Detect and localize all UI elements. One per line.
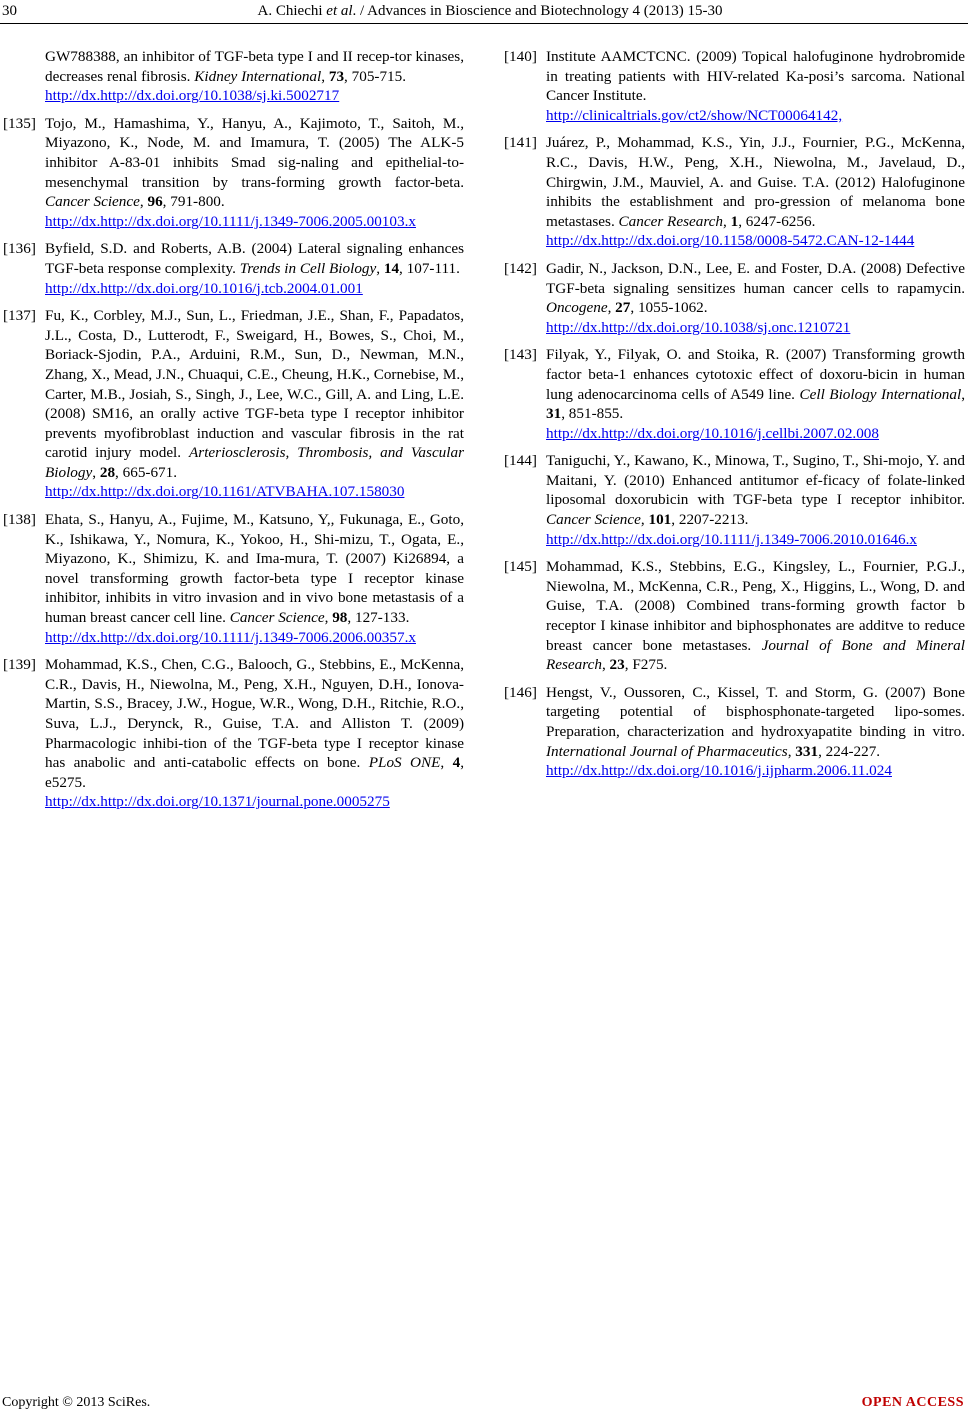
reference-text — [546, 48, 965, 104]
reference-number: [144] — [504, 452, 537, 470]
reference-pages: , 107-111. — [399, 259, 460, 277]
reference-text — [45, 115, 464, 210]
reference-text — [45, 240, 464, 277]
reference-doi-link[interactable]: http://dx.http://dx.doi.org/10.1016/j.ijpharm.2006.11.024 — [546, 762, 892, 780]
reference-entry — [504, 133, 965, 251]
reference-pages: , 224-227. — [818, 742, 881, 760]
reference-citation: Institute AAMCTCNC. (2009) Topical halofuginone hydrobromide in treating patients with HIV-related Ka-posi’s sarcoma. National Cancer Institute. — [546, 48, 965, 105]
reference-doi-link[interactable]: http://dx.http://dx.doi.org/10.1111/j.1349-7006.2010.01646.x — [546, 530, 917, 548]
reference-volume: 331 — [795, 742, 819, 760]
reference-number: [135] — [3, 114, 36, 132]
reference-pages: , F275. — [624, 656, 668, 674]
reference-volume: 101 — [648, 511, 672, 529]
reference-pages: , 2207-2213. — [671, 511, 749, 529]
right-column — [504, 47, 965, 789]
reference-journal: Cancer Science — [229, 609, 325, 627]
reference-number: [142] — [504, 259, 537, 277]
running-title — [120, 2, 860, 20]
reference-journal: Kidney International — [194, 67, 322, 85]
reference-citation: Taniguchi, Y., Kawano, K., Minowa, T., Sugino, T., Shi-mojo, Y. and Maitani, Y. (2010) Enhanced antitumor ef-ficacy of folate-linked liposomal doxorubicin with TGF-beta type I receptor inhibitor. — [546, 452, 965, 509]
reference-number: [139] — [3, 656, 36, 674]
reference-entry — [504, 259, 965, 337]
reference-separator: , — [324, 609, 333, 627]
reference-volume: 28 — [99, 463, 116, 481]
reference-number: [140] — [504, 48, 537, 65]
reference-journal: PLoS ONE — [368, 754, 441, 772]
running-title-journal: . / Advances in Bioscience and Biotechnology 4 (2013) 15-30 — [352, 3, 723, 19]
reference-journal: Oncogene — [546, 299, 608, 317]
reference-entry — [504, 47, 965, 125]
reference-journal: Cell Biology International — [799, 385, 962, 403]
reference-doi-link[interactable]: http://dx.http://dx.doi.org/10.1038/sj.onc.1210721 — [546, 318, 851, 336]
reference-separator: , — [321, 67, 329, 85]
reference-citation: Mohammad, K.S., Chen, C.G., Balooch, G., Stebbins, E., McKenna, C.R., Davis, H., Niewolna, M., Peng, X.H., Nguyen, D.H., Ionova-Martin, S.S., Bracey, J.W., Hogue, W.R., Wong, D.H., Ritchie, R.O., Suva, L.J., Derynck, R., Guise, T.A. and Alliston T. (2009) Pharmacologic inhibi-tion of the TGF-beta type I receptor kinase has anabolic and anti-catabolic effects on bone. — [45, 656, 464, 772]
reference-journal: Cancer Science — [45, 193, 140, 211]
reference-pages: , 127-133. — [347, 609, 410, 627]
reference-journal: Arteriosclerosis, Thrombosis, and Vascular Biology — [45, 444, 464, 481]
reference-journal: International Journal of Pharmaceutics — [546, 742, 788, 760]
reference-pages: , 851-855. — [561, 405, 624, 423]
header-rule — [0, 23, 968, 24]
reference-doi-link[interactable]: http://dx.http://dx.doi.org/10.1158/0008-5472.CAN-12-1444 — [546, 232, 915, 250]
reference-entry — [504, 557, 965, 675]
open-access-badge: OPEN ACCESS — [861, 1395, 964, 1410]
reference-entry — [3, 114, 464, 232]
reference-text — [45, 48, 464, 85]
left-column — [3, 47, 464, 820]
reference-volume: 73 — [328, 67, 345, 85]
reference-entry — [3, 306, 464, 502]
reference-entry — [3, 510, 464, 647]
reference-separator: , — [640, 511, 649, 529]
reference-citation: Mohammad, K.S., Stebbins, E.G., Kingsley, L., Fournier, P.G.J., Niewolna, M., McKenna, C.R., Peng, X., Higgins, L., Wong, D. and Guise, T.A. (2008) Combined trans-forming growth factor b receptor I kinase inhibitor and biphosphonates are additve to reduce breast cancer bone metastases. — [546, 558, 965, 654]
reference-volume: 1 — [730, 212, 739, 230]
reference-citation: Fu, K., Corbley, M.J., Sun, L., Friedman, J.E., Shan, F., Papadatos, J.L., Costa, D., Lutterodt, F., Sweigard, H., Bowes, S., Choi, M., Boriack-Sjodin, P.A., Arduini, R.M., Sun, D., Newman, M.N., Zhang, X., Mead, J.N., Chuaqui, C.E., Cheung, H.K., Cornebise, M., Carter, M.B., Josiah, S., Singh, J., Lee, W.C., Gill, A. and Ling, L.E. (2008) SM16, an orally active TGF-beta type I receptor inhibitor prevents myofibroblast induction and vascular fibrosis in the rat carotid injury model. — [45, 307, 464, 462]
reference-pages: , 791-800. — [162, 193, 225, 211]
copyright-notice: Copyright © 2013 SciRes. — [2, 1395, 151, 1410]
reference-entry — [3, 655, 464, 812]
reference-journal: Cancer Science — [546, 511, 641, 529]
reference-journal: Journal of Bone and Mineral Research — [546, 636, 965, 674]
reference-text — [45, 511, 464, 626]
reference-number: [146] — [504, 683, 537, 701]
reference-number: [145] — [504, 558, 537, 576]
reference-citation: Ehata, S., Hanyu, A., Fujime, M., Katsuno, Y,, Fukunaga, E., Goto, K., Ishikawa, Y., Nomura, K., Yokoo, H., Shi-mizu, T., Ogata, E., Miyazono, K., Shimizu, K. and Ima-mura, T. (2007) Ki26894, a novel transforming growth factor-beta type I receptor kinase inhibitor, inhibits in vitro invasion and in vivo bone metastasis of a human breast cancer cell line. — [45, 511, 464, 627]
running-title-et-al: et al — [326, 3, 353, 19]
running-title-authors: A. Chiechi — [257, 3, 327, 19]
reference-text — [45, 656, 464, 791]
reference-separator: , — [607, 299, 616, 317]
reference-separator: , — [787, 742, 796, 760]
reference-doi-link[interactable]: http://dx.http://dx.doi.org/10.1371/journal.pone.0005275 — [45, 793, 390, 811]
reference-text — [45, 307, 464, 481]
reference-separator: , — [376, 259, 384, 277]
reference-citation: Hengst, V., Oussoren, C., Kissel, T. and Storm, G. (2007) Bone targeting potential of bisphosphonate-targeted lipo-somes. Preparation, characterization and hydroxyapatite binding in vitro. — [546, 683, 965, 740]
reference-text — [546, 346, 965, 422]
reference-number: [138] — [3, 511, 36, 529]
reference-volume: 4 — [452, 754, 461, 772]
reference-citation: GW788388, an inhibitor of TGF-beta type I and II recep-tor kinases, decreases renal fibrosis. — [45, 48, 464, 85]
reference-volume: 96 — [147, 193, 163, 211]
reference-text — [546, 134, 965, 229]
reference-volume: 23 — [609, 656, 625, 674]
reference-separator: , — [723, 212, 731, 230]
running-header — [0, 0, 968, 26]
reference-number: [136] — [3, 240, 36, 258]
reference-doi-link[interactable]: http://dx.http://dx.doi.org/10.1111/j.1349-7006.2006.00357.x — [45, 628, 416, 646]
reference-text — [546, 260, 965, 316]
reference-pages: , 1055-1062. — [630, 299, 708, 317]
reference-citation: Byfield, S.D. and Roberts, A.B. (2004) Lateral signaling enhances TGF-beta response complexity. — [45, 240, 464, 277]
reference-citation: Tojo, M., Hamashima, Y., Hanyu, A., Kajimoto, T., Saitoh, M., Miyazono, K., Node, M. and Imamura, T. (2005) The ALK-5 inhibitor A-83-01 inhibits Smad sig-naling and epithelial-to-mesenchymal transition by trans-forming growth factor-beta. — [45, 114, 464, 191]
reference-citation: Juárez, P., Mohammad, K.S., Yin, J.J., Fournier, P.G., McKenna, R.C., Davis, H.W., Peng, X.H., Niewolna, M., Javelaud, D., Chirgwin, J.M., Mauviel, A. and Guise. T.A. (2012) Halofuginone inhibits the establishment and pro-gression of melanoma bone metastases. — [546, 134, 965, 230]
reference-entry — [504, 451, 965, 549]
reference-doi-link[interactable]: http://dx.http://dx.doi.org/10.1038/sj.ki.5002717 — [45, 87, 340, 105]
reference-doi-link[interactable]: http://clinicaltrials.gov/ct2/show/NCT00064142, — [546, 106, 843, 124]
reference-volume: 31 — [546, 405, 562, 423]
reference-separator: , — [961, 385, 965, 403]
reference-pages: , 705-715. — [344, 67, 407, 85]
reference-doi-link[interactable]: http://dx.http://dx.doi.org/10.1161/ATVBAHA.107.158030 — [45, 483, 405, 501]
reference-volume: 27 — [615, 299, 631, 317]
reference-pages: , 665-671. — [115, 463, 178, 481]
reference-separator: , — [601, 656, 610, 674]
reference-pages: , e5275. — [45, 754, 464, 791]
reference-pages: , 6247-6256. — [738, 212, 816, 230]
reference-text — [546, 684, 965, 760]
reference-journal: Cancer Research — [618, 212, 723, 230]
reference-volume: 98 — [332, 609, 348, 627]
page-footer — [0, 1394, 968, 1414]
reference-number: [137] — [3, 307, 36, 325]
reference-separator: , — [440, 754, 453, 772]
reference-citation: Filyak, Y., Filyak, O. and Stoika, R. (2007) Transforming growth factor beta-1 enhances cytotoxic effect of doxoru-bicin in human lung adenocarcinoma cells of A549 line. — [546, 346, 965, 403]
page-number: 30 — [2, 3, 17, 19]
reference-separator: , — [92, 463, 100, 481]
reference-entry — [504, 345, 965, 443]
reference-number: [141] — [504, 134, 537, 152]
reference-citation: Gadir, N., Jackson, D.N., Lee, E. and Foster, D.A. (2008) Defective TGF-beta signaling sensitizes human cancer cells to rapamycin. — [546, 259, 965, 297]
reference-text — [546, 558, 965, 673]
reference-journal: Trends in Cell Biology — [239, 259, 377, 277]
reference-volume: 14 — [383, 259, 400, 277]
reference-number: [143] — [504, 346, 537, 364]
reference-doi-link[interactable]: http://dx.http://dx.doi.org/10.1016/j.cellbi.2007.02.008 — [546, 424, 879, 442]
reference-entry — [3, 47, 464, 106]
reference-doi-link[interactable]: http://dx.http://dx.doi.org/10.1016/j.tcb.2004.01.001 — [45, 279, 363, 297]
reference-doi-link[interactable]: http://dx.http://dx.doi.org/10.1111/j.1349-7006.2005.00103.x — [45, 212, 416, 230]
reference-text — [546, 452, 965, 528]
reference-entry — [504, 683, 965, 781]
reference-entry — [3, 239, 464, 298]
reference-separator: , — [139, 193, 148, 211]
